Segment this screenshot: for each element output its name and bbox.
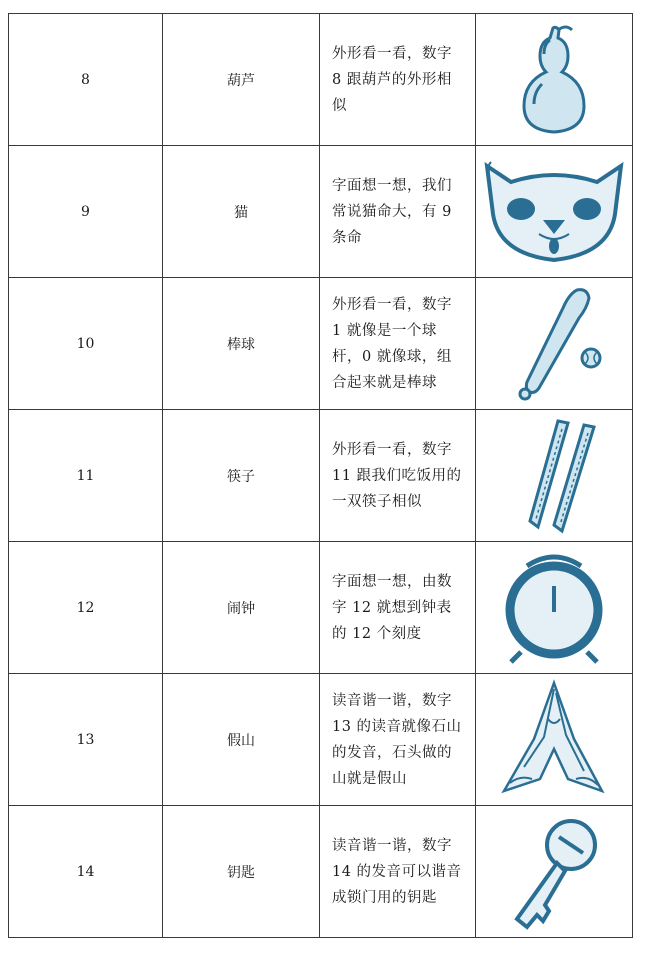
row-picture <box>476 410 633 542</box>
rockery-icon <box>484 679 624 801</box>
row-description: 读音谐一谐，数字 14 的发音可以谐音成锁门用的钥匙 <box>320 806 476 938</box>
table-row <box>9 542 633 674</box>
row-description: 字面想一想，由数字 12 就想到钟表的 12 个刻度 <box>320 542 476 674</box>
row-word: 棒球 <box>163 278 320 410</box>
row-picture <box>476 806 633 938</box>
row-number: 13 <box>9 674 163 806</box>
row-picture <box>476 278 633 410</box>
row-picture <box>476 14 633 146</box>
row-description: 外形看一看，数字 11 跟我们吃饭用的一双筷子相似 <box>320 410 476 542</box>
table-row <box>9 146 633 278</box>
row-word: 葫芦 <box>163 14 320 146</box>
mnemonic-table <box>8 13 633 938</box>
chopsticks-icon <box>504 415 604 537</box>
table-row <box>9 278 633 410</box>
row-picture <box>476 542 633 674</box>
row-number: 10 <box>9 278 163 410</box>
row-word: 筷子 <box>163 410 320 542</box>
row-number: 8 <box>9 14 163 146</box>
key-icon <box>499 811 609 933</box>
table-row <box>9 806 633 938</box>
table-row <box>9 410 633 542</box>
row-description: 读音谐一谐，数字 13 的读音就像石山的发音，石头做的山就是假山 <box>320 674 476 806</box>
row-number: 11 <box>9 410 163 542</box>
row-word: 闹钟 <box>163 542 320 674</box>
baseball-bat-icon <box>499 284 609 404</box>
row-word: 钥匙 <box>163 806 320 938</box>
row-number: 9 <box>9 146 163 278</box>
row-description: 外形看一看，数字 1 就像是一个球杆，0 就像球，组合起来就是棒球 <box>320 278 476 410</box>
row-picture <box>476 146 633 278</box>
row-picture <box>476 674 633 806</box>
row-number: 14 <box>9 806 163 938</box>
table-row <box>9 674 633 806</box>
row-number: 12 <box>9 542 163 674</box>
row-description: 外形看一看，数字 8 跟葫芦的外形相似 <box>320 14 476 146</box>
row-word: 猫 <box>163 146 320 278</box>
gourd-icon <box>504 20 604 140</box>
row-description: 字面想一想，我们常说猫命大，有 9 条命 <box>320 146 476 278</box>
alarm-clock-icon <box>489 548 619 668</box>
row-word: 假山 <box>163 674 320 806</box>
table-row <box>9 14 633 146</box>
cat-face-icon <box>479 154 629 269</box>
